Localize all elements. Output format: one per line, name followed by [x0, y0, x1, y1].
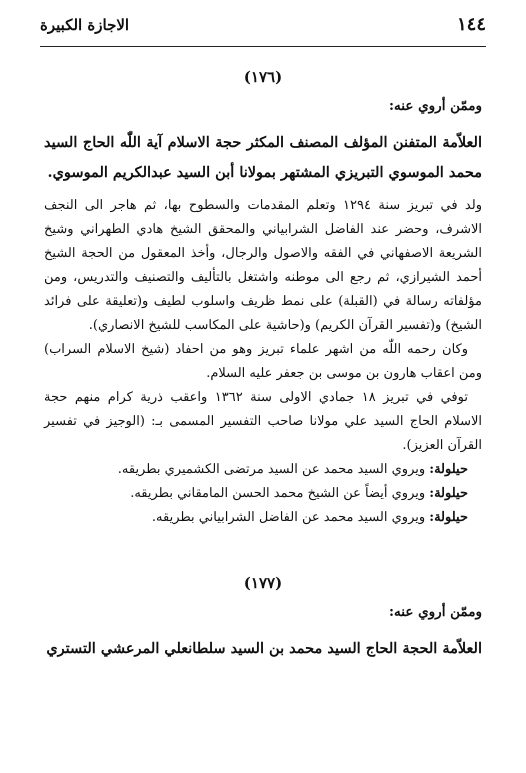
chain-text: ويروي السيد محمد عن الفاضل الشرابياني بطريقه.	[151, 510, 430, 525]
biography-paragraph: وكان رحمه اللّٰه من اشهر علماء تبريز وهو من احفاد (شيخ الاسلام السراب) ومن اعقاب هارون بن موسى بن جعفر عليه السلام.	[44, 342, 482, 381]
chain-label: حيلولة:	[429, 486, 468, 501]
chain-label: حيلولة:	[429, 462, 468, 477]
entry-spacer	[44, 530, 482, 564]
chain-text: ويروي أيضاً عن الشيخ محمد الحسن المامقاني بطريقه.	[130, 486, 430, 501]
entry-number: (١٧٦)	[243, 68, 283, 86]
entry-number: (١٧٧)	[243, 574, 283, 592]
running-title: الاجازة الكبيرة	[40, 16, 130, 34]
transmission-chain	[44, 482, 482, 506]
chain-text: ويروي السيد محمد عن السيد مرتضى الكشميري بطريقه.	[117, 462, 430, 477]
transmission-chain	[44, 506, 482, 530]
entry-177	[44, 574, 482, 664]
page-header	[40, 14, 486, 44]
chain-label: حيلولة:	[429, 510, 468, 525]
transmission-chain	[44, 458, 482, 482]
header-divider	[40, 46, 486, 47]
scholar-name: العلاّمة الحجة الحاج السيد محمد بن السيد سلطانعلي المرعشي التستري	[46, 640, 482, 657]
page-body	[44, 58, 482, 670]
entry-intro: وممّن أروي عنه:	[389, 604, 482, 620]
biography-paragraph: ولد في تبريز سنة ١٢٩٤ وتعلم المقدمات والسطوح بها، ثم هاجر الى النجف الاشرف، وحضر عند الفاضل الشرابياني والمحقق الشيخ هادي الطهراني وشيخ الشريعة الاصفهاني في الفقه والاصول والرجال، وأخذ المعقول من الحجة الشيخ أحمد الشيرازي، ثم رجع الى موطنه واشتغل بالتأليف والتصنيف والتدريس، ومن مؤلفاته رسالة في (القبلة) على نمط ظريف واسلوب لطيف و(تعليقة على فرائد الشيخ) و(تفسير القرآن الكريم) و(حاشية على المكاسب للشيخ الانصاري).	[44, 198, 482, 333]
entry-176	[44, 68, 482, 530]
page-number: ١٤٤	[456, 14, 486, 35]
scholar-name: العلاّمة المتفنن المؤلف المصنف المكثر حجة الاسلام آية اللّٰه الحاج السيد محمد الموسوي التبريزي المشتهر بمولانا أبن السيد عبدالكريم الموسوي.	[44, 134, 482, 181]
biography-paragraph: توفي في تبريز ١٨ جمادي الاولى سنة ١٣٦٢ واعقب ذرية كرام منهم حجة الاسلام الحاج السيد علي مولانا صاحب التفسير المسمى بـ: (الوجيز في تفسير القرآن العزيز).	[44, 390, 482, 453]
entry-intro: وممّن أروي عنه:	[389, 98, 482, 114]
